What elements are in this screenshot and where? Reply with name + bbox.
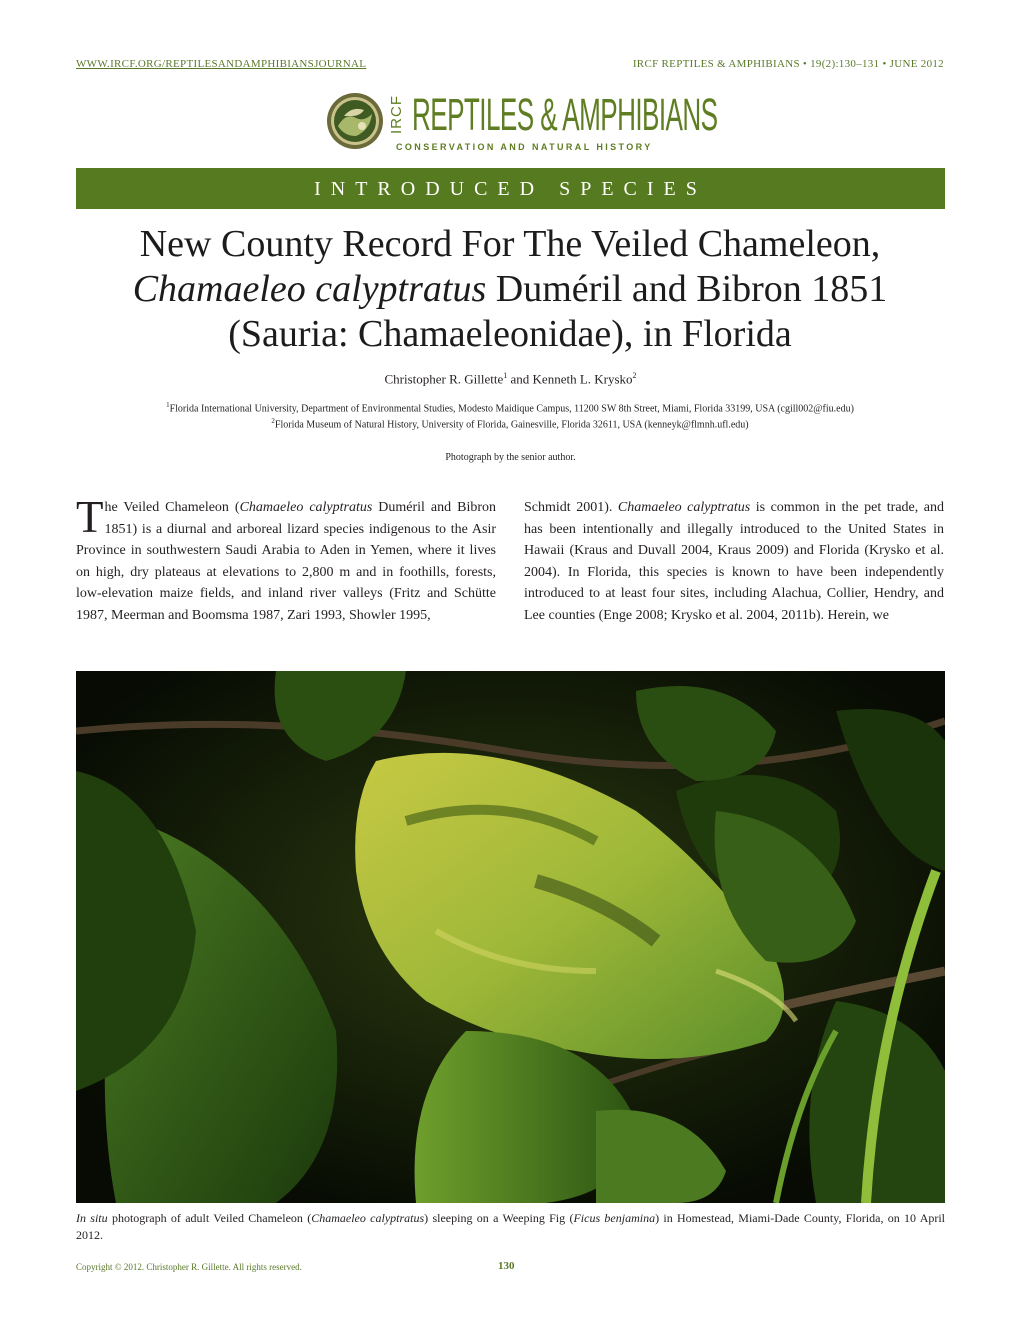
copyright-notice: Copyright © 2012. Christopher R. Gillette. All rights reserved. [76,1262,302,1272]
chameleon-photograph [76,671,945,1203]
affiliation-1-text: Florida International University, Department of Environmental Studies, Modesto Maidique Campus, 11200 SW 8th Street, Miami, Florida 33199, USA (cgill002@fiu.edu) [169,403,854,415]
article-title [60,222,960,357]
author-2: Kenneth L. Krysko [532,371,633,387]
affiliation-2-sup: 2 [271,417,275,425]
logo-ircf-vertical: IRCF [388,95,405,134]
caption-fig-species: Ficus benjamina [573,1211,656,1225]
caption-text-3: ) in Homestead, Miami-Dade County, Florida, on 10 April 2012. [76,1211,946,1242]
affiliation-1 [60,401,960,414]
caption-text-1: photograph of adult Veiled Chameleon ( [107,1211,312,1225]
body-left-text-1: he Veiled Chameleon ( [104,500,240,515]
title-species-italic: Chamaeleo calyptratus [132,268,487,310]
author-1-sup: 1 [503,371,508,380]
section-banner: INTRODUCED SPECIES [76,168,945,209]
author-list [76,371,945,387]
page-number: 130 [498,1260,515,1272]
running-header [76,58,944,76]
affiliation-1-sup: 1 [166,401,170,409]
body-column-left [76,492,496,627]
author-and: and [507,371,533,387]
journal-citation: IRCF REPTILES & AMPHIBIANS • 19(2):130–131 • JUNE 2012 [632,58,944,70]
figure-caption [76,1210,945,1244]
author-1: Christopher R. Gillette [384,371,504,387]
affiliation-2-text: Florida Museum of Natural History, University of Florida, Gainesville, Florida 32611, USA (kenneyk@flmnh.ufl.edu) [274,419,749,431]
caption-in-situ: In situ [76,1211,108,1225]
title-line-1: New County Record For The Veiled Chameleon, [139,223,881,265]
author-2-sup: 2 [632,371,637,380]
body-left-species: Chamaeleo calyptratus [239,500,373,515]
body-right-text-1: Schmidt 2001). [524,500,618,515]
caption-species: Chamaeleo calyptratus [311,1211,425,1225]
title-authority: Duméril and Bibron 1851 [486,268,888,310]
journal-seal-icon [326,92,384,150]
title-line-3: (Sauria: Chamaeleonidae), in Florida [228,313,792,355]
caption-text-2: ) sleeping on a Weeping Fig ( [424,1211,574,1225]
drop-cap: T [76,492,104,542]
photo-credit: Photograph by the senior author. [445,452,576,463]
journal-url-link[interactable]: WWW.IRCF.ORG/REPTILESANDAMPHIBIANSJOURNAL [76,58,367,70]
body-right-species: Chamaeleo calyptratus [617,500,751,515]
affiliation-2 [60,417,960,430]
logo-journal-subtitle: CONSERVATION AND NATURAL HISTORY [396,142,653,152]
logo-journal-title: REPTILES & AMPHIBIANS [412,89,718,140]
body-right-text-2: is common in the pet trade, and has been intentionally and illegally introduced to the United States in Hawaii (Kraus and Duvall 2004, Kraus 2009) and Florida (Krysko et al. 2004). In Florida, this species is known to have been independently introduced to at least four sites, including Alachua, Collier, Hendry, and Lee counties (Enge 2008; Krysko et al. 2004, 2011b). Herein, we [524,500,944,623]
body-left-text-2: Duméril and Bibron 1851) is a diurnal and arboreal lizard species indigenous to the Asir Province in southwestern Saudi Arabia to Aden in Yemen, where it lives on high, dry plateaus at elevations to 2,800 m and in foothills, forests, low-elevation maize fields, and inland river valleys (Fritz and Schütte 1987, Meerman and Boomsma 1987, Zari 1993, Showler 1995, [76,500,496,623]
title-line-2 [60,267,960,312]
body-column-right [524,497,944,627]
